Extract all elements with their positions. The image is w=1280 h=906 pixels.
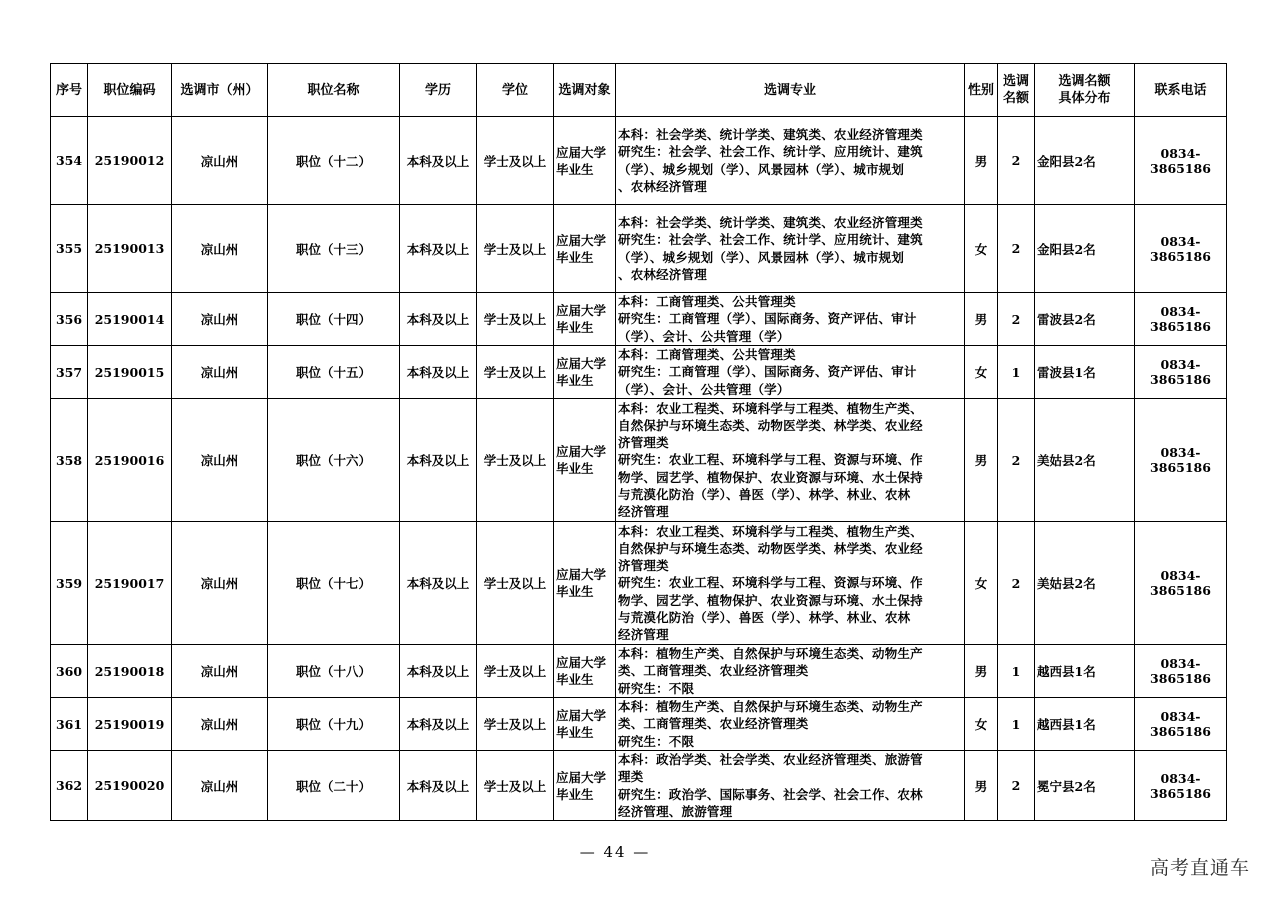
cell-code: 25190017	[88, 522, 172, 645]
header-gender: 性别	[965, 64, 998, 117]
cell-phone: 0834-3865186	[1135, 293, 1227, 346]
cell-education: 本科及以上	[400, 293, 477, 346]
cell-object	[554, 698, 616, 751]
object-line: 毕业生	[556, 672, 594, 687]
cell-degree: 学士及以上	[477, 293, 554, 346]
cell-education: 本科及以上	[400, 698, 477, 751]
object-line: 毕业生	[556, 161, 594, 177]
cell-distribution: 越西县1名	[1035, 698, 1135, 751]
major-line: 自然保护与环境生态类、动物医学类、林学类、农业经	[618, 417, 923, 433]
cell-distribution: 金阳县2名	[1035, 117, 1135, 205]
table-row	[51, 346, 1227, 399]
cell-education: 本科及以上	[400, 346, 477, 399]
header-quota-line2: 名额	[1002, 91, 1029, 106]
cell-quota: 2	[998, 293, 1035, 346]
cell-major	[616, 645, 965, 698]
cell-code: 25190020	[88, 751, 172, 821]
cell-title: 职位（十四）	[268, 293, 400, 346]
cell-seq: 356	[51, 293, 88, 346]
cell-quota: 1	[998, 645, 1035, 698]
object-line: 应届大学	[556, 232, 607, 248]
cell-degree: 学士及以上	[477, 399, 554, 522]
cell-quota: 2	[998, 399, 1035, 522]
major-line: 与荒漠化防治（学）、兽医（学）、林学、林业、农林	[618, 486, 911, 502]
cell-gender: 男	[965, 399, 998, 522]
cell-city: 凉山州	[172, 522, 268, 645]
cell-degree: 学士及以上	[477, 205, 554, 293]
cell-seq: 358	[51, 399, 88, 522]
major-line: 本科：社会学类、统计学类、建筑类、农业经济管理类	[618, 127, 923, 143]
major-line: （学）、城乡规划（学）、风景园林（学）、城市规划	[618, 161, 905, 177]
cell-degree: 学士及以上	[477, 522, 554, 645]
object-line: 应届大学	[556, 144, 607, 160]
major-line: 自然保护与环境生态类、动物医学类、林学类、农业经	[618, 540, 923, 556]
major-line: 经济管理、旅游管理	[618, 803, 733, 819]
major-line: 物学、园艺学、植物保护、农业资源与环境、水土保持	[618, 469, 923, 485]
cell-education: 本科及以上	[400, 522, 477, 645]
object-line: 毕业生	[556, 320, 594, 335]
major-line: 本科：工商管理类、公共管理类	[618, 294, 796, 310]
cell-object	[554, 205, 616, 293]
cell-seq: 355	[51, 205, 88, 293]
cell-phone: 0834-3865186	[1135, 751, 1227, 821]
major-line: 经济管理	[618, 504, 669, 519]
major-line: 本科：社会学类、统计学类、建筑类、农业经济管理类	[618, 215, 923, 231]
page-number: — 44 —	[579, 843, 651, 861]
major-line: 研究生：农业工程、环境科学与工程、资源与环境、作	[618, 452, 923, 468]
cell-major	[616, 399, 965, 522]
major-line: 研究生：不限	[618, 733, 695, 749]
cell-object	[554, 117, 616, 205]
object-line: 应届大学	[556, 356, 607, 371]
cell-code: 25190012	[88, 117, 172, 205]
table-row	[51, 751, 1227, 821]
major-line: 济管理类	[618, 435, 669, 451]
object-line: 毕业生	[556, 249, 594, 265]
object-line: 应届大学	[556, 567, 607, 582]
object-line: 应届大学	[556, 444, 607, 459]
cell-quota: 2	[998, 205, 1035, 293]
object-line: 毕业生	[556, 725, 594, 740]
cell-quota: 1	[998, 698, 1035, 751]
header-quota-line1: 选调	[1002, 74, 1029, 89]
cell-phone: 0834-3865186	[1135, 698, 1227, 751]
cell-object	[554, 399, 616, 522]
cell-seq: 354	[51, 117, 88, 205]
cell-title: 职位（十八）	[268, 645, 400, 698]
cell-object	[554, 645, 616, 698]
major-line: 经济管理	[618, 627, 669, 642]
cell-quota: 2	[998, 751, 1035, 821]
cell-object	[554, 751, 616, 821]
major-line: 研究生：工商管理（学）、国际商务、资产评估、审计	[618, 311, 917, 327]
cell-title: 职位（十五）	[268, 346, 400, 399]
cell-distribution: 雷波县1名	[1035, 346, 1135, 399]
major-line: 济管理类	[618, 558, 669, 574]
major-line: 、农林经济管理	[618, 266, 707, 282]
table-row	[51, 117, 1227, 205]
cell-distribution: 美姑县2名	[1035, 522, 1135, 645]
cell-quota: 2	[998, 522, 1035, 645]
cell-city: 凉山州	[172, 346, 268, 399]
cell-city: 凉山州	[172, 698, 268, 751]
major-line: 研究生：工商管理（学）、国际商务、资产评估、审计	[618, 364, 917, 380]
cell-phone: 0834-3865186	[1135, 117, 1227, 205]
cell-code: 25190015	[88, 346, 172, 399]
object-line: 应届大学	[556, 303, 607, 318]
cell-degree: 学士及以上	[477, 346, 554, 399]
header-row	[51, 64, 1227, 117]
major-line: 研究生：不限	[618, 680, 695, 696]
major-line: 类、工商管理类、农业经济管理类	[618, 663, 809, 679]
table-row	[51, 293, 1227, 346]
cell-seq: 359	[51, 522, 88, 645]
watermark-logo: 高考直通车	[1149, 857, 1250, 879]
major-line: 本科：植物生产类、自然保护与环境生态类、动物生产	[618, 699, 923, 715]
cell-code: 25190016	[88, 399, 172, 522]
major-line: 、农林经济管理	[618, 178, 707, 194]
cell-distribution: 越西县1名	[1035, 645, 1135, 698]
header-phone: 联系电话	[1135, 64, 1227, 117]
major-line: 与荒漠化防治（学）、兽医（学）、林学、林业、农林	[618, 609, 911, 625]
header-degree: 学位	[477, 64, 554, 117]
major-line: 物学、园艺学、植物保护、农业资源与环境、水土保持	[618, 592, 923, 608]
major-line: 本科：农业工程类、环境科学与工程类、植物生产类、	[618, 523, 923, 539]
object-line: 应届大学	[556, 708, 607, 723]
cell-title: 职位（十二）	[268, 117, 400, 205]
cell-title: 职位（二十）	[268, 751, 400, 821]
cell-code: 25190019	[88, 698, 172, 751]
cell-major	[616, 293, 965, 346]
cell-code: 25190013	[88, 205, 172, 293]
cell-degree: 学士及以上	[477, 751, 554, 821]
cell-gender: 男	[965, 645, 998, 698]
cell-object	[554, 522, 616, 645]
cell-gender: 女	[965, 698, 998, 751]
cell-education: 本科及以上	[400, 205, 477, 293]
header-title: 职位名称	[268, 64, 400, 117]
object-line: 毕业生	[556, 373, 594, 388]
major-line: 本科：工商管理类、公共管理类	[618, 347, 796, 363]
header-distribution	[1035, 64, 1135, 117]
cell-title: 职位（十六）	[268, 399, 400, 522]
object-line: 毕业生	[556, 786, 594, 802]
table-row	[51, 645, 1227, 698]
cell-object	[554, 346, 616, 399]
major-line: 类、工商管理类、农业经济管理类	[618, 716, 809, 732]
cell-degree: 学士及以上	[477, 698, 554, 751]
cell-major	[616, 751, 965, 821]
cell-gender: 女	[965, 346, 998, 399]
cell-distribution: 雷波县2名	[1035, 293, 1135, 346]
cell-seq: 362	[51, 751, 88, 821]
cell-distribution: 美姑县2名	[1035, 399, 1135, 522]
cell-gender: 女	[965, 205, 998, 293]
cell-phone: 0834-3865186	[1135, 205, 1227, 293]
cell-phone: 0834-3865186	[1135, 346, 1227, 399]
cell-phone: 0834-3865186	[1135, 522, 1227, 645]
major-line: 本科：政治学类、社会学类、农业经济管理类、旅游管	[618, 752, 923, 768]
major-line: 研究生：政治学、国际事务、社会学、社会工作、农林	[618, 786, 923, 802]
cell-phone: 0834-3865186	[1135, 645, 1227, 698]
table-row	[51, 522, 1227, 645]
major-line: 研究生：社会学、社会工作、统计学、应用统计、建筑	[618, 144, 923, 160]
cell-major	[616, 698, 965, 751]
cell-title: 职位（十七）	[268, 522, 400, 645]
cell-title: 职位（十九）	[268, 698, 400, 751]
cell-education: 本科及以上	[400, 645, 477, 698]
cell-city: 凉山州	[172, 117, 268, 205]
cell-city: 凉山州	[172, 399, 268, 522]
cell-city: 凉山州	[172, 293, 268, 346]
cell-degree: 学士及以上	[477, 645, 554, 698]
cell-gender: 男	[965, 117, 998, 205]
cell-quota: 1	[998, 346, 1035, 399]
cell-seq: 357	[51, 346, 88, 399]
object-line: 应届大学	[556, 769, 607, 785]
cell-gender: 男	[965, 751, 998, 821]
cell-major	[616, 117, 965, 205]
cell-distribution: 冕宁县2名	[1035, 751, 1135, 821]
recruitment-table	[50, 63, 1227, 821]
cell-education: 本科及以上	[400, 117, 477, 205]
header-object: 选调对象	[554, 64, 616, 117]
table-body	[51, 117, 1227, 821]
object-line: 毕业生	[556, 584, 594, 599]
cell-city: 凉山州	[172, 751, 268, 821]
major-line: 研究生：社会学、社会工作、统计学、应用统计、建筑	[618, 232, 923, 248]
cell-city: 凉山州	[172, 645, 268, 698]
header-major: 选调专业	[616, 64, 965, 117]
cell-education: 本科及以上	[400, 399, 477, 522]
cell-quota: 2	[998, 117, 1035, 205]
header-seq: 序号	[51, 64, 88, 117]
cell-code: 25190018	[88, 645, 172, 698]
header-education: 学历	[400, 64, 477, 117]
table-row	[51, 205, 1227, 293]
object-line: 应届大学	[556, 655, 607, 670]
major-line: （学）、城乡规划（学）、风景园林（学）、城市规划	[618, 249, 905, 265]
header-distribution-line1: 选调名额	[1058, 74, 1111, 89]
table-row	[51, 698, 1227, 751]
header-city: 选调市（州）	[172, 64, 268, 117]
header-quota	[998, 64, 1035, 117]
object-line: 毕业生	[556, 461, 594, 476]
cell-degree: 学士及以上	[477, 117, 554, 205]
cell-major	[616, 522, 965, 645]
major-line: （学）、会计、公共管理（学）	[618, 328, 790, 344]
major-line: 本科：植物生产类、自然保护与环境生态类、动物生产	[618, 646, 923, 662]
header-distribution-line2: 具体分布	[1058, 91, 1111, 106]
cell-seq: 361	[51, 698, 88, 751]
cell-gender: 女	[965, 522, 998, 645]
cell-distribution: 金阳县2名	[1035, 205, 1135, 293]
cell-seq: 360	[51, 645, 88, 698]
cell-city: 凉山州	[172, 205, 268, 293]
table-row	[51, 399, 1227, 522]
cell-phone: 0834-3865186	[1135, 399, 1227, 522]
major-line: 理类	[618, 769, 644, 785]
cell-object	[554, 293, 616, 346]
cell-major	[616, 205, 965, 293]
cell-title: 职位（十三）	[268, 205, 400, 293]
major-line: 本科：农业工程类、环境科学与工程类、植物生产类、	[618, 400, 923, 416]
cell-major	[616, 346, 965, 399]
major-line: （学）、会计、公共管理（学）	[618, 381, 790, 397]
cell-education: 本科及以上	[400, 751, 477, 821]
cell-code: 25190014	[88, 293, 172, 346]
cell-gender: 男	[965, 293, 998, 346]
major-line: 研究生：农业工程、环境科学与工程、资源与环境、作	[618, 575, 923, 591]
header-code: 职位编码	[88, 64, 172, 117]
